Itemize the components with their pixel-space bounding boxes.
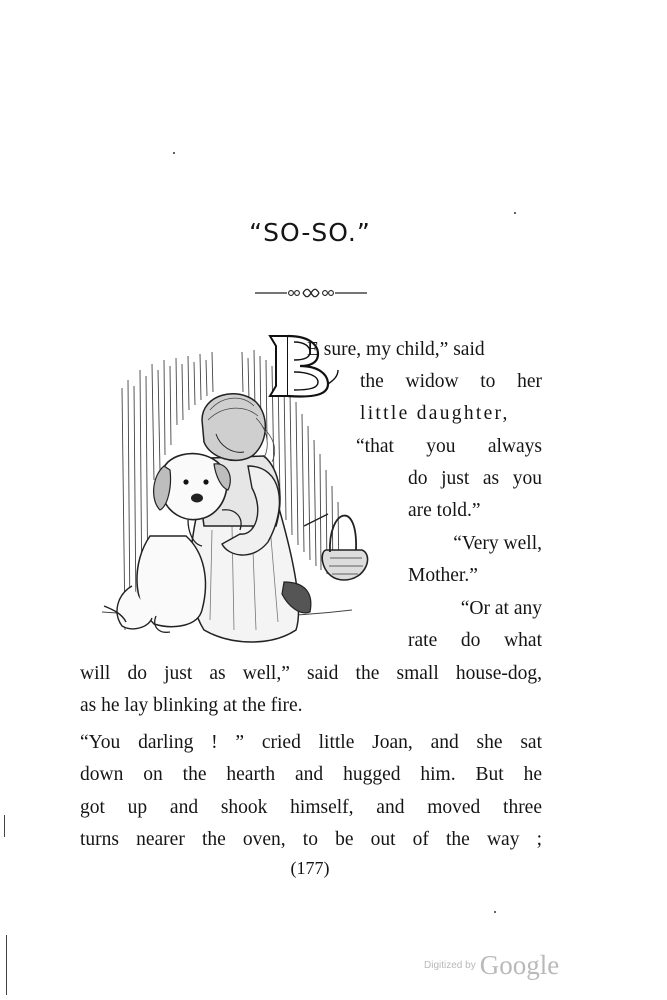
scan-speck	[173, 152, 175, 154]
girl-hugging-dog-illustration	[92, 330, 392, 648]
text-line-2: the widow to her	[360, 371, 542, 392]
margin-mark	[4, 815, 5, 837]
chapter-title: “SO-SO.”	[249, 218, 371, 247]
text-line-9: “Or at any	[460, 598, 542, 619]
text-line-5: do just as you	[408, 468, 542, 489]
text-line-13: “You darling ! ” cried little Joan, and she sat	[80, 732, 542, 753]
watermark-prefix: Digitized by	[424, 960, 476, 971]
scan-speck	[494, 911, 496, 913]
ornament-divider	[255, 287, 367, 299]
margin-mark	[6, 935, 7, 995]
text-line-11: will do just as well,” said the small house-dog,	[80, 663, 542, 684]
text-line-10: rate do what	[408, 630, 542, 651]
text-line-16: turns nearer the oven, to be out of the way ;	[80, 829, 542, 850]
page-number: (177)	[290, 858, 330, 878]
text-line-8: Mother.”	[408, 565, 478, 586]
text-line-1: E sure, my child,” said	[307, 339, 485, 360]
watermark-brand-logo: Google	[479, 950, 560, 980]
digitized-watermark	[424, 950, 559, 981]
text-line-12: as he lay blinking at the fire.	[80, 695, 303, 716]
text-line-3: little daughter,	[360, 403, 510, 424]
scan-speck	[514, 212, 516, 214]
text-line-14: down on the hearth and hugged him. But he	[80, 764, 542, 785]
text-line-6: are told.”	[408, 500, 481, 521]
text-line-4: “that you always	[356, 436, 542, 457]
text-line-15: got up and shook himself, and moved three	[80, 797, 542, 818]
text-line-7: “Very well,	[453, 533, 542, 554]
